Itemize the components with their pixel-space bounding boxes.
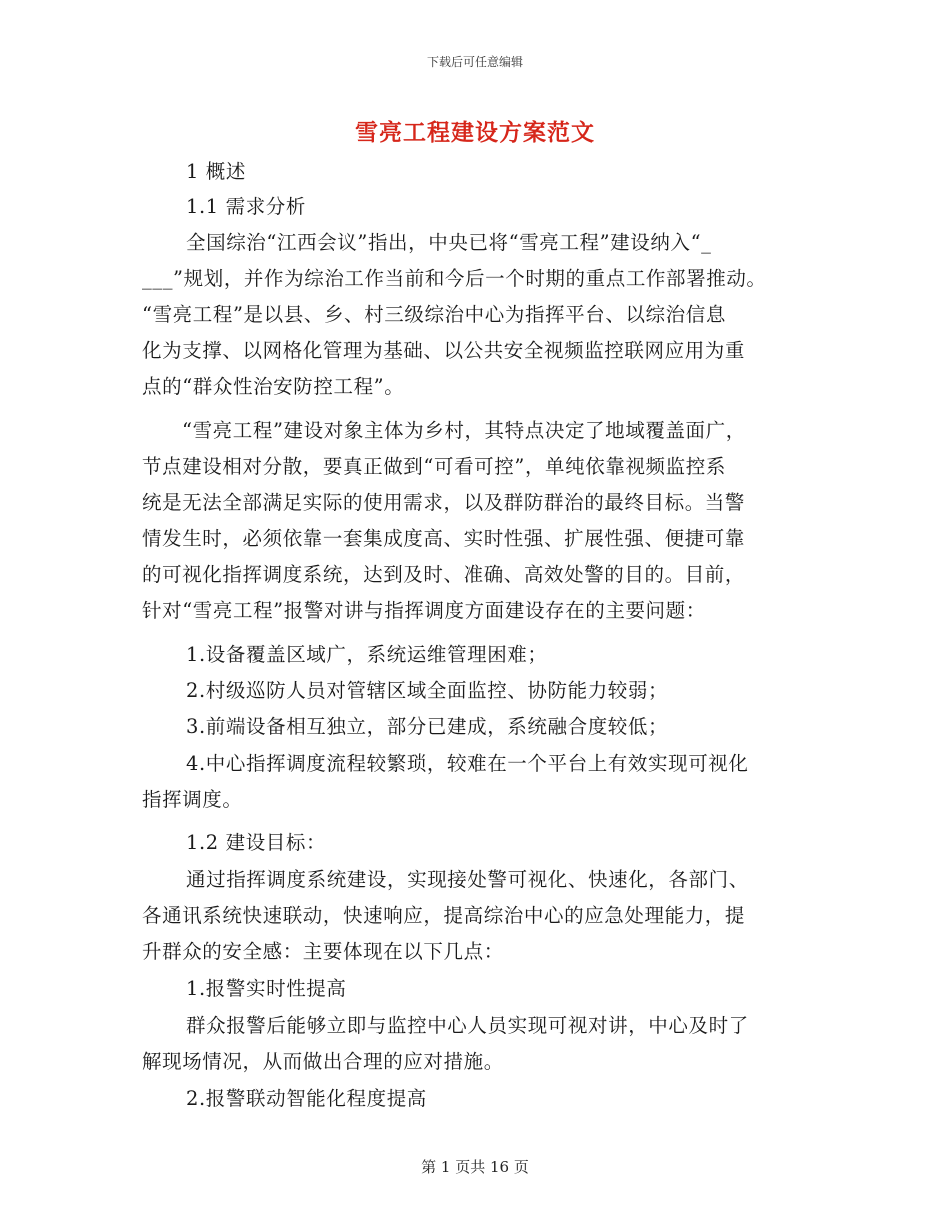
list-item: 4.中心指挥调度流程较繁琐，较难在一个平台上有效实现可视化: [186, 752, 749, 775]
section-heading-1-1: 1.1 需求分析: [186, 195, 307, 218]
text-line: “雪亮工程”建设对象主体为乡村，其特点决定了地域覆盖面广，: [182, 419, 746, 442]
text-line: 的可视化指挥调度系统，达到及时、准确、高效处警的目的。目前，: [142, 563, 746, 586]
list-item: 2.报警联动智能化程度提高: [186, 1087, 427, 1110]
text-line: 群众报警后能够立即与监控中心人员实现可视对讲，中心及时了: [186, 1014, 749, 1037]
text-line: 情发生时，必须依靠一套集成度高、实时性强、扩展性强、便捷可靠: [142, 527, 746, 550]
text-line: 点的“群众性治安防控工程”。: [142, 375, 405, 398]
text-line: 通过指挥调度系统建设，实现接处警可视化、快速化，各部门、: [186, 868, 749, 891]
text-line: 节点建设相对分散，要真正做到“可看可控”，单纯依靠视频监控系: [142, 455, 726, 478]
text-line: 针对“雪亮工程”报警对讲与指挥调度方面建设存在的主要问题：: [142, 599, 706, 622]
section-heading-1: 1 概述: [186, 160, 247, 183]
text-line: 各通讯系统快速联动，快速响应，提高综治中心的应急处理能力，提: [142, 904, 746, 927]
list-item: 1.报警实时性提高: [186, 977, 347, 1000]
text-line: 全国综治“江西会议”指出，中央已将“雪亮工程”建设纳入“_: [186, 231, 712, 254]
text-line: 统是无法全部满足实际的使用需求，以及群防群治的最终目标。当警: [142, 491, 746, 514]
text-line: 解现场情况，从而做出合理的应对措施。: [142, 1050, 504, 1073]
section-heading-1-2: 1.2 建设目标：: [186, 831, 327, 854]
text-line: ___”规划，并作为综治工作当前和今后一个时期的重点工作部署推动。: [142, 267, 767, 290]
list-item: 3.前端设备相互独立，部分已建成，系统融合度较低；: [186, 715, 669, 738]
text-line: 化为支撑、以网格化管理为基础、以公共安全视频监控联网应用为重: [142, 339, 746, 362]
document-title: 雪亮工程建设方案范文: [355, 119, 595, 146]
text-line: 指挥调度。: [142, 788, 243, 811]
page-header: 下载后可任意编辑: [426, 55, 523, 69]
text-line: 升群众的安全感：主要体现在以下几点：: [142, 940, 504, 963]
list-item: 1.设备覆盖区域广，系统运维管理困难；: [186, 643, 548, 666]
text-line: “雪亮工程”是以县、乡、村三级综治中心为指挥平台、以综治信息: [142, 303, 726, 326]
list-item: 2.村级巡防人员对管辖区域全面监控、协防能力较弱；: [186, 679, 669, 702]
page-footer: 第 1 页共 16 页: [421, 1158, 529, 1176]
